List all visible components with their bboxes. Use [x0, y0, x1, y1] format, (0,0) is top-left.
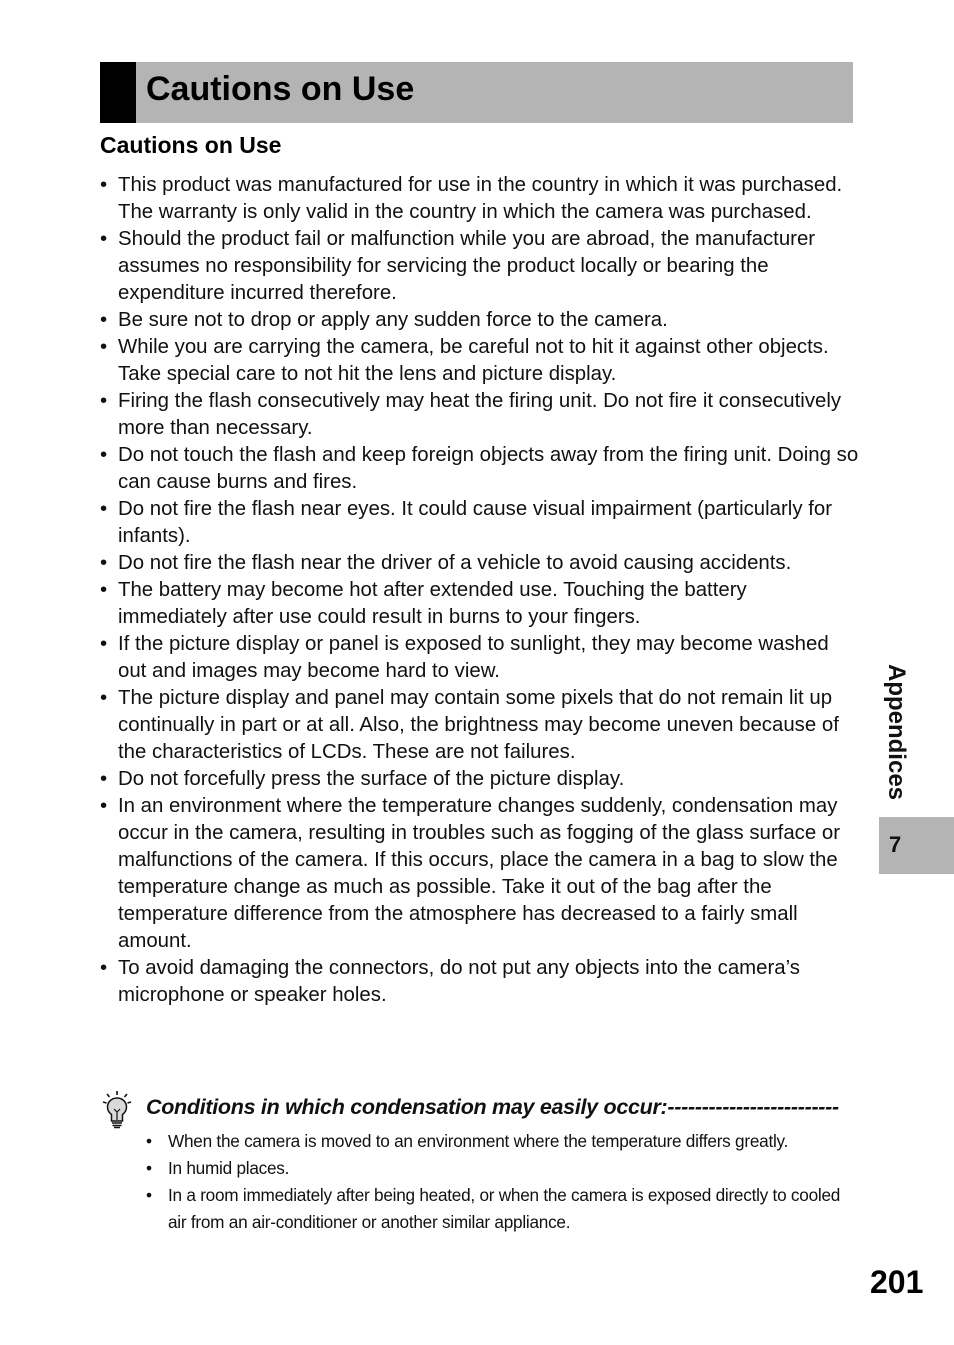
page-number: 201 — [870, 1264, 924, 1300]
list-item: • In humid places. — [146, 1155, 854, 1182]
list-item: • While you are carrying the camera, be careful not to hit it against other objects. Take special care to not hit the lens and picture display. — [100, 334, 860, 388]
note-heading: Conditions in which condensation may easily occur:------------------------- — [146, 1095, 839, 1119]
title-marker-block — [100, 62, 136, 123]
list-item: • To avoid damaging the connectors, do not put any objects into the camera’s microphone or speaker holes. — [100, 955, 860, 1009]
condensation-conditions-list — [146, 1128, 854, 1236]
list-item: • In a room immediately after being heated, or when the camera is exposed directly to cooled air from an air-conditioner or another similar appliance. — [146, 1182, 854, 1236]
list-item: • Firing the flash consecutively may heat the firing unit. Do not fire it consecutively more than necessary. — [100, 388, 860, 442]
list-item: • The picture display and panel may contain some pixels that do not remain lit up continually in part or at all. Also, the brightness may become uneven because of the characteristics of LCDs. These are not failures. — [100, 685, 860, 766]
page-title-bar — [100, 62, 853, 123]
page-title: Cautions on Use — [146, 70, 415, 108]
list-item: • This product was manufactured for use in the country in which it was purchased. The warranty is only valid in the country in which the camera was purchased. — [100, 172, 860, 226]
list-item: • Do not fire the flash near the driver of a vehicle to avoid causing accidents. — [100, 550, 860, 577]
list-item: • Do not touch the flash and keep foreign objects away from the firing unit. Doing so can cause burns and fires. — [100, 442, 860, 496]
section-heading: Cautions on Use — [100, 132, 282, 158]
list-item: • If the picture display or panel is exposed to sunlight, they may become washed out and images may become hard to view. — [100, 631, 860, 685]
list-item: • Do not fire the flash near eyes. It could cause visual impairment (particularly for infants). — [100, 496, 860, 550]
section-side-label-text: Appendices — [883, 663, 910, 801]
lightbulb-icon — [102, 1090, 132, 1130]
cautions-list — [100, 172, 860, 1009]
chapter-number: 7 — [889, 832, 902, 857]
list-item: • Should the product fail or malfunction while you are abroad, the manufacturer assumes no responsibility for servicing the product locally or bearing the expenditure incurred therefore. — [100, 226, 860, 307]
list-item: • In an environment where the temperature changes suddenly, condensation may occur in the camera, resulting in troubles such as fogging of the glass surface or malfunctions of the camera. If this occurs, place the camera in a bag to slow the temperature change as much as possible. Take it out of the bag after the temperature difference from the atmosphere has decreased to a fairly small amount. — [100, 793, 860, 955]
list-item: • Do not forcefully press the surface of the picture display. — [100, 766, 860, 793]
list-item: • Be sure not to drop or apply any sudden force to the camera. — [100, 307, 860, 334]
section-side-label — [874, 656, 918, 808]
chapter-tab — [879, 817, 954, 874]
list-item: • When the camera is moved to an environment where the temperature differs greatly. — [146, 1128, 854, 1155]
list-item: • The battery may become hot after extended use. Touching the battery immediately after use could result in burns to your fingers. — [100, 577, 860, 631]
